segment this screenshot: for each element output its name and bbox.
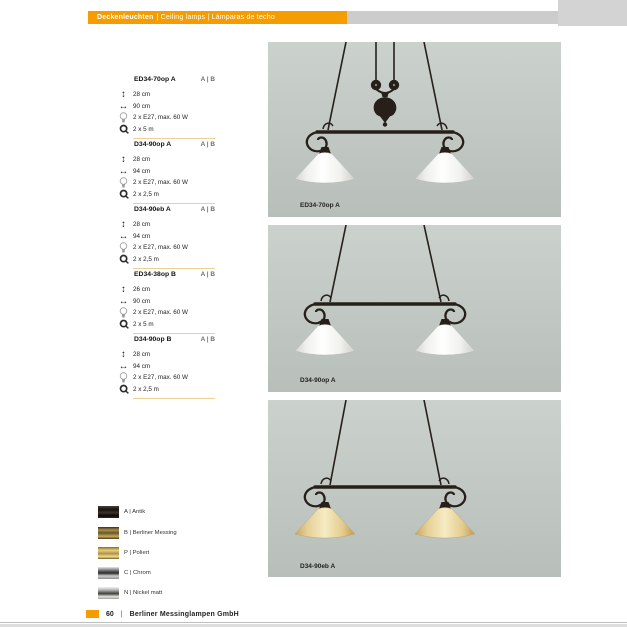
finish-item [98, 505, 145, 518]
separator [133, 398, 215, 399]
width-arrow-icon: ↔ [118, 100, 129, 112]
finish-label: A | Antik [124, 508, 146, 515]
product-variant-codes: A | B [200, 271, 215, 278]
separator [133, 333, 215, 334]
finish-label: N | Nickel matt [124, 589, 163, 596]
height-arrow-icon: ↕ [121, 284, 126, 295]
product-width: 90 cm [133, 102, 151, 110]
finish-item [98, 526, 177, 539]
finish-item [98, 546, 149, 559]
product-bulb-spec: 2 x E27, max. 60 W [133, 179, 188, 187]
lamp-illustration-ivory [268, 400, 561, 577]
separator [133, 203, 215, 204]
product-height: 28 cm [133, 156, 151, 164]
photo-caption: ED34-70op A [300, 202, 340, 209]
finish-label: C | Chrom [124, 569, 151, 576]
product-entry [114, 271, 215, 334]
product-title-row [114, 141, 215, 154]
photo-caption: D34-90op A [300, 377, 336, 384]
cable-icon [114, 384, 133, 394]
product-entry [114, 141, 215, 204]
finish-label: P | Poliert [124, 549, 150, 556]
photo-caption: D34-90eb A [300, 563, 336, 570]
page-number: 60 [106, 610, 114, 618]
product-bulb-spec: 2 x E27, max. 60 W [133, 244, 188, 252]
product-title-row [114, 336, 215, 349]
product-height: 28 cm [133, 351, 151, 359]
lamp-illustration-pulley [268, 42, 561, 217]
finish-item [98, 566, 151, 579]
product-cable-length: 2 x 2,5 m [133, 190, 159, 198]
finish-swatch-antik [98, 506, 119, 518]
product-code: D34-90op A [134, 141, 172, 148]
product-variant-codes: A | B [200, 336, 215, 343]
finish-item [98, 586, 162, 599]
finish-swatch-poliert [98, 547, 119, 559]
cable-icon [114, 254, 133, 264]
product-code: ED34-70op A [134, 76, 176, 83]
product-variant-codes: A | B [200, 206, 215, 213]
product-width: 94 cm [133, 167, 151, 175]
header-title-primary: Deckenleuchten [97, 14, 154, 21]
bulb-icon [114, 307, 133, 319]
product-photo-3 [268, 400, 561, 577]
product-width: 90 cm [133, 297, 151, 305]
company-name: Berliner Messinglampen GmbH [129, 610, 239, 618]
width-arrow-icon: ↔ [118, 295, 129, 307]
header-band-extension [347, 11, 560, 24]
product-photo-2 [268, 225, 561, 392]
bulb-icon [114, 242, 133, 254]
product-bulb-spec: 2 x E27, max. 60 W [133, 114, 188, 122]
page-bottom-edge-line [0, 622, 627, 623]
product-cable-length: 2 x 2,5 m [133, 385, 159, 393]
separator [133, 268, 215, 269]
product-height: 28 cm [133, 221, 151, 229]
product-height: 28 cm [133, 91, 151, 99]
product-cable-length: 2 x 5 m [133, 125, 154, 133]
width-arrow-icon: ↔ [118, 230, 129, 242]
finish-swatch-nickel-matt [98, 587, 119, 599]
product-title-row [114, 206, 215, 219]
footer [86, 610, 239, 618]
product-variant-codes: A | B [200, 141, 215, 148]
orange-header-bar [88, 11, 347, 24]
finish-label: B | Berliner Messing [124, 529, 177, 536]
finish-swatch-berliner-messing [98, 527, 119, 539]
product-code: D34-90op B [134, 336, 172, 343]
cable-icon [114, 319, 133, 329]
product-entry [114, 206, 215, 269]
footer-divider: | [120, 610, 123, 618]
product-bulb-spec: 2 x E27, max. 60 W [133, 309, 188, 317]
product-cable-length: 2 x 5 m [133, 320, 154, 328]
cable-icon [114, 189, 133, 199]
product-code: ED34-38op B [134, 271, 176, 278]
height-arrow-icon: ↕ [121, 219, 126, 230]
header-title-translations: | Ceiling lamps | Lámparas de techo [156, 14, 275, 21]
product-entry [114, 76, 215, 139]
product-cable-length: 2 x 2,5 m [133, 255, 159, 263]
height-arrow-icon: ↕ [121, 154, 126, 165]
bulb-icon [114, 372, 133, 384]
product-photo-1 [268, 42, 561, 217]
product-title-row [114, 76, 215, 89]
separator [133, 138, 215, 139]
product-code: D34-90eb A [134, 206, 171, 213]
height-arrow-icon: ↕ [121, 89, 126, 100]
lamp-illustration-opal [268, 225, 561, 392]
bulb-icon [114, 112, 133, 124]
bulb-icon [114, 177, 133, 189]
product-bulb-spec: 2 x E27, max. 60 W [133, 374, 188, 382]
product-title-row [114, 271, 215, 284]
product-entry [114, 336, 215, 399]
product-variant-codes: A | B [200, 76, 215, 83]
height-arrow-icon: ↕ [121, 349, 126, 360]
width-arrow-icon: ↔ [118, 360, 129, 372]
scan-edge-corner [558, 0, 627, 26]
cable-icon [114, 124, 133, 134]
width-arrow-icon: ↔ [118, 165, 129, 177]
product-width: 94 cm [133, 232, 151, 240]
footer-accent-square [86, 610, 99, 618]
product-height: 26 cm [133, 286, 151, 294]
product-width: 94 cm [133, 362, 151, 370]
finish-swatch-chrom [98, 567, 119, 579]
